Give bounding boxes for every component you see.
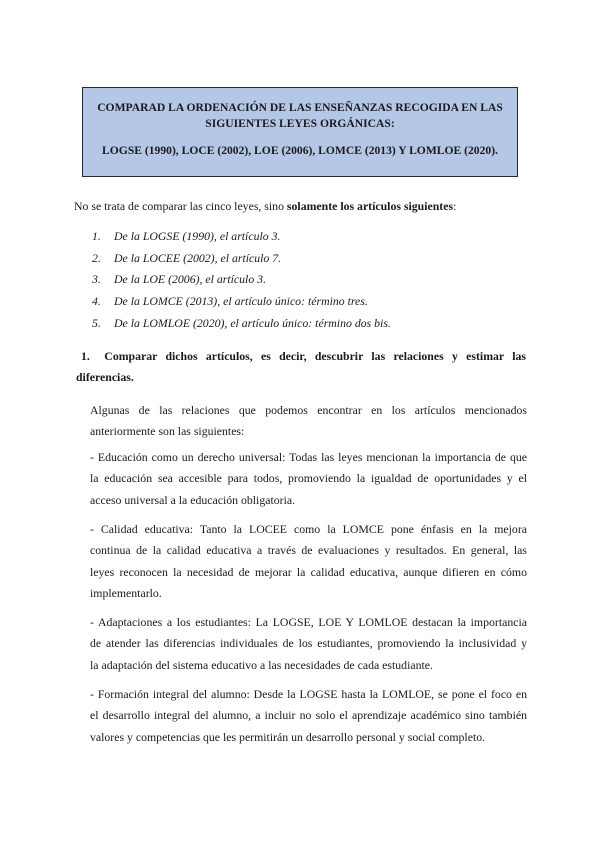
- title-spacer: [83, 132, 517, 143]
- paragraph-line: - Adaptaciones a los estudiantes: La LOGSE, LOE Y LOMLOE destacan la importancia: [90, 615, 527, 629]
- article-list: [92, 228, 391, 336]
- intro-text: No se trata de comparar las cinco leyes, sino: [74, 199, 287, 213]
- title-line-2: SIGUIENTES LEYES ORGÁNICAS:: [205, 117, 395, 130]
- list-item: [92, 315, 391, 337]
- paragraph-line: valores y competencias que les permitirán un desarrollo personal y social completo.: [90, 729, 486, 744]
- list-number: 1.: [92, 229, 101, 243]
- paragraph-line: la educación sea accesible para todos, promoviendo la igualdad de oportunidades y el: [90, 471, 527, 486]
- paragraph-line: continua de la calidad educativa a través de evaluaciones y resultados. En general, las: [90, 543, 527, 558]
- list-text: De la LOE (2006), el artículo 3.: [114, 272, 267, 287]
- question-heading: [76, 346, 526, 388]
- question-number: 1.: [81, 349, 90, 363]
- answer-intro-paragraph: [90, 400, 527, 443]
- paragraph-line: acceso universal a la educación obligatoria.: [90, 492, 296, 507]
- paragraph-line: leyes reconocen la necesidad de mejorar la calidad educativa, aunque difieren en cómo: [90, 564, 527, 579]
- intro-emphasis: solamente los artículos siguientes: [286, 199, 454, 213]
- title-line-1: COMPARAD LA ORDENACIÓN DE LAS ENSEÑANZAS RECOGIDA EN LAS: [97, 101, 503, 114]
- intro-colon: :: [453, 199, 457, 213]
- list-item: [92, 250, 391, 272]
- list-text: De la LOCEE (2002), el artículo 7.: [114, 250, 282, 265]
- intro-sentence: [74, 198, 456, 214]
- list-text: De la LOMCE (2013), el artículo único: término tres.: [114, 294, 368, 309]
- question-line-2: diferencias.: [76, 370, 134, 384]
- list-item: [92, 228, 391, 250]
- list-number: 5.: [92, 315, 101, 330]
- list-text: De la LOGSE (1990), el artículo 3.: [114, 229, 281, 243]
- list-number: 3.: [92, 272, 101, 287]
- list-item: [92, 271, 391, 293]
- paragraph-line: implementarlo.: [90, 585, 162, 600]
- point-integral-formation: [90, 684, 527, 748]
- list-number: 2.: [92, 250, 101, 265]
- paragraph-line: anteriormente son las siguientes:: [90, 424, 245, 439]
- question-line-1: [76, 346, 526, 367]
- paragraph-line: la adaptación del sistema educativo a las necesidades de cada estudiante.: [90, 657, 433, 672]
- assignment-title-box: [82, 87, 518, 177]
- point-student-adaptations: [90, 612, 527, 676]
- paragraph-line: - Educación como un derecho universal: Todas las leyes mencionan la importancia de que: [90, 450, 527, 464]
- paragraph-line: de atender las diferencias individuales de los estudiantes, promoviendo la inclusividad y: [90, 636, 527, 651]
- list-text: De la LOMLOE (2020), el artículo único: término dos bis.: [114, 315, 391, 330]
- question-text: Comparar dichos artículos, es decir, descubrir las relaciones y estimar las: [104, 349, 526, 363]
- title-laws-line: LOGSE (1990), LOCE (2002), LOE (2006), LOMCE (2013) Y LOMLOE (2020).: [102, 144, 498, 157]
- paragraph-line: el desarrollo integral del alumno, a incluir no solo el aprendizaje académico sino también: [90, 708, 527, 723]
- point-educational-quality: [90, 519, 527, 604]
- paragraph-line: - Formación integral del alumno: Desde la LOGSE hasta la LOMLOE, se pone el foco en: [90, 687, 527, 701]
- paragraph-line: - Calidad educativa: Tanto la LOCEE como la LOMCE pone énfasis en la mejora: [90, 522, 527, 536]
- list-item: [92, 293, 391, 315]
- point-universal-right: [90, 447, 527, 511]
- list-number: 4.: [92, 294, 101, 309]
- paragraph-line: Algunas de las relaciones que podemos encontrar en los artículos mencionados: [90, 403, 527, 417]
